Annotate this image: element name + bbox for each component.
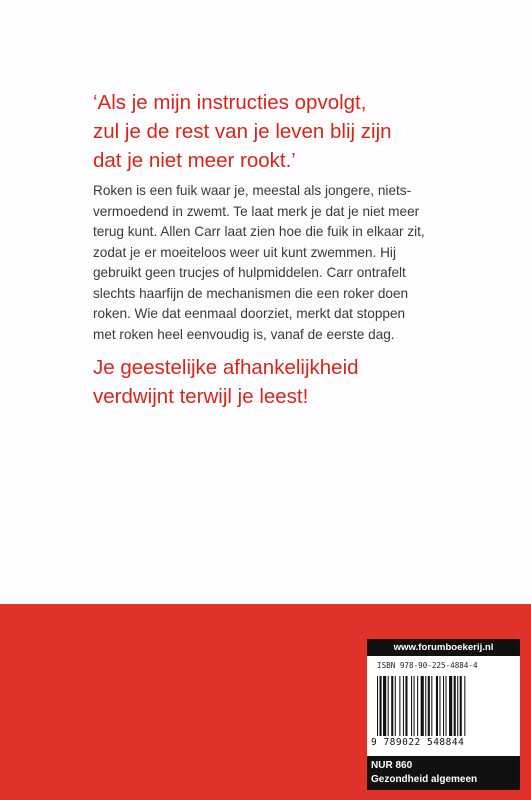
- cover-quote: [93, 88, 513, 175]
- blurb-paragraph: [93, 181, 503, 345]
- barcode-icon: [376, 676, 512, 736]
- tagline-line: verdwijnt terwijl je leest!: [93, 385, 309, 408]
- blurb-line: terug kunt. Allen Carr laat zien hoe die fuik in elkaar zit,: [93, 224, 425, 239]
- blurb-line: gebruikt geen trucjes of hulpmiddelen. Carr ontrafelt: [93, 265, 406, 280]
- quote-line: zul je de rest van je leven blij zijn: [93, 120, 392, 143]
- blurb-line: met roken heel eenvoudig is, vanaf de eerste dag.: [93, 326, 395, 342]
- blurb-line: vermoedend in zwemt. Te laat merk je dat je niet meer: [93, 203, 420, 219]
- isbn-text: ISBN 978-90-225-4884-4: [377, 661, 478, 670]
- barcode-digits: 9 789022 548844: [371, 737, 465, 748]
- nur-block: [367, 756, 520, 790]
- nur-genre: Gezondheid algemeen: [371, 774, 478, 785]
- quote-line: ‘Als je mijn instructies opvolgt,: [93, 91, 367, 114]
- publisher-website: www.forumboekerij.nl: [367, 639, 520, 656]
- blurb-line: slechts haarfijn de mechanismen die een roker doen: [93, 285, 409, 301]
- barcode-box: [367, 639, 520, 790]
- nur-code: NUR 860: [371, 760, 413, 771]
- blurb-line: roken. Wie dat eenmaal doorziet, merkt dat stoppen: [93, 306, 406, 321]
- tagline-line: Je geestelijke afhankelijkheid: [93, 356, 359, 379]
- blurb-line: zodat je er moeiteloos weer uit kunt zwemmen. Hij: [93, 244, 396, 260]
- blurb-line: Roken is een fuik waar je, meestal als jongere, niets-: [93, 183, 412, 198]
- tagline: [93, 353, 513, 411]
- quote-line: dat je niet meer rookt.’: [93, 149, 296, 172]
